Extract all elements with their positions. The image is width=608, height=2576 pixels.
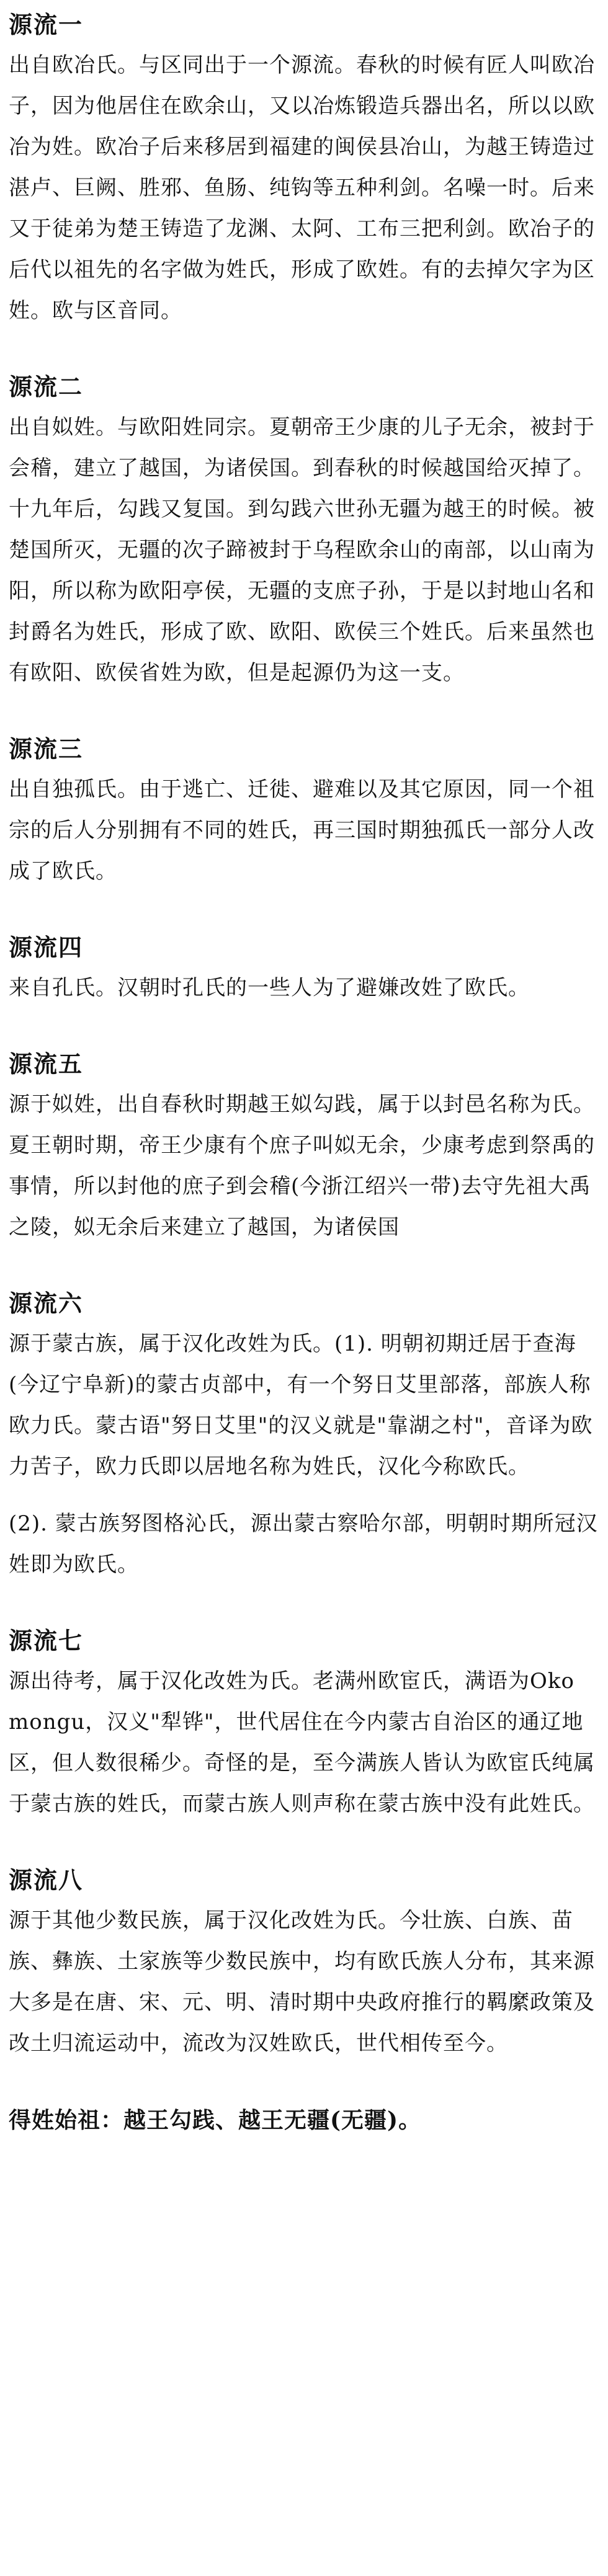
section-spacer: [9, 1824, 599, 1860]
section-spacer: [9, 1585, 599, 1621]
origin-section-1: [9, 5, 599, 331]
origin-section-5: [9, 1044, 599, 1248]
origin-section-4: [9, 928, 599, 1008]
section-title: 源流四: [9, 933, 84, 961]
section-title: 源流五: [9, 1050, 84, 1078]
surname-ancestor-footer: 得姓始祖：越王勾践、越王无疆(无疆)。: [9, 2107, 422, 2133]
section-paragraph: 来自孔氏。汉朝时孔氏的一些人为了避嫌改姓了欧氏。: [9, 975, 530, 1000]
section-paragraph: (2). 蒙古族努图格沁氏，源出蒙古察哈尔部，明朝时期所冠汉姓即为欧氏。: [9, 1511, 598, 1577]
section-spacer: [9, 1248, 599, 1284]
origin-section-6: [9, 1284, 599, 1585]
section-paragraph: 源于姒姓，出自春秋时期越王姒勾践，属于以封邑名称为氏。夏王朝时期，帝王少康有个庶子叫姒无余，少康考虑到祭禹的事情，所以封他的庶子到会稽(今浙江绍兴一带)去守先祖大禹之陵，姒无余后来建立了越国，为诸侯国: [9, 1092, 595, 1240]
section-paragraph: 出自独孤氏。由于逃亡、迁徙、避难以及其它原因，同一个祖宗的后人分别拥有不同的姓氏，再三国时期独孤氏一部分人改成了欧氏。: [9, 777, 595, 884]
section-spacer: [9, 892, 599, 928]
section-spacer: [9, 331, 599, 367]
section-spacer: [9, 1008, 599, 1044]
section-title: 源流一: [9, 11, 84, 38]
section-title: 源流七: [9, 1627, 84, 1654]
section-paragraph: 源于蒙古族，属于汉化改姓为氏。(1). 明朝初期迁居于查海(今辽宁阜新)的蒙古贞部中，有一个努日艾里部落，部族人称欧力氏。蒙古语"努日艾里"的汉义就是"靠湖之村"，音译为欧力苦子，欧力氏即以居地名称为姓氏，汉化今称欧氏。: [9, 1331, 593, 1479]
section-spacer: [9, 2064, 599, 2100]
section-title: 源流八: [9, 1866, 84, 1894]
section-paragraph: 源于其他少数民族，属于汉化改姓为氏。今壮族、白族、苗族、彝族、土家族等少数民族中，均有欧氏族人分布，其来源大多是在唐、宋、元、明、清时期中央政府推行的羁縻政策及改土归流运动中，流改为汉姓欧氏，世代相传至今。: [9, 1908, 595, 2056]
origin-section-2: [9, 367, 599, 693]
paragraph-spacer: [9, 1487, 599, 1503]
section-paragraph: 出自欧冶氏。与区同出于一个源流。春秋的时候有匠人叫欧冶子，因为他居住在欧余山，又以冶炼锻造兵器出名，所以以欧冶为姓。欧冶子后来移居到福建的闽侯县冶山，为越王铸造过湛卢、巨阙、胜邪、鱼肠、纯钩等五种利剑。名噪一时。后来又于徒弟为楚王铸造了龙渊、太阿、工布三把利剑。欧冶子的后代以祖先的名字做为姓氏，形成了欧姓。有的去掉欠字为区姓。欧与区音同。: [9, 53, 595, 323]
section-title: 源流三: [9, 735, 84, 763]
section-paragraph: 源出待考，属于汉化改姓为氏。老满州欧宦氏，满语为Oko mongu，汉义"犁铧"，世代居住在今内蒙古自治区的通辽地区，但人数很稀少。奇怪的是，至今满族人皆认为欧宦氏纯属于蒙古族的姓氏，而蒙古族人则声称在蒙古族中没有此姓氏。: [9, 1669, 595, 1816]
section-paragraph: 出自姒姓。与欧阳姓同宗。夏朝帝王少康的儿子无余，被封于会稽，建立了越国，为诸侯国。到春秋的时候越国给灭掉了。十九年后，勾践又复国。到勾践六世孙无疆为越王的时候。被楚国所灭，无疆的次子蹄被封于乌程欧余山的南部，以山南为阳，所以称为欧阳亭侯，无疆的支庶子孙，于是以封地山名和封爵名为姓氏，形成了欧、欧阳、欧侯三个姓氏。后来虽然也有欧阳、欧侯省姓为欧，但是起源仍为这一支。: [9, 415, 595, 685]
origin-section-8: [9, 1860, 599, 2064]
origin-section-3: [9, 729, 599, 892]
section-title: 源流二: [9, 373, 84, 401]
section-title: 源流六: [9, 1289, 84, 1317]
origin-section-7: [9, 1621, 599, 1824]
section-spacer: [9, 693, 599, 729]
